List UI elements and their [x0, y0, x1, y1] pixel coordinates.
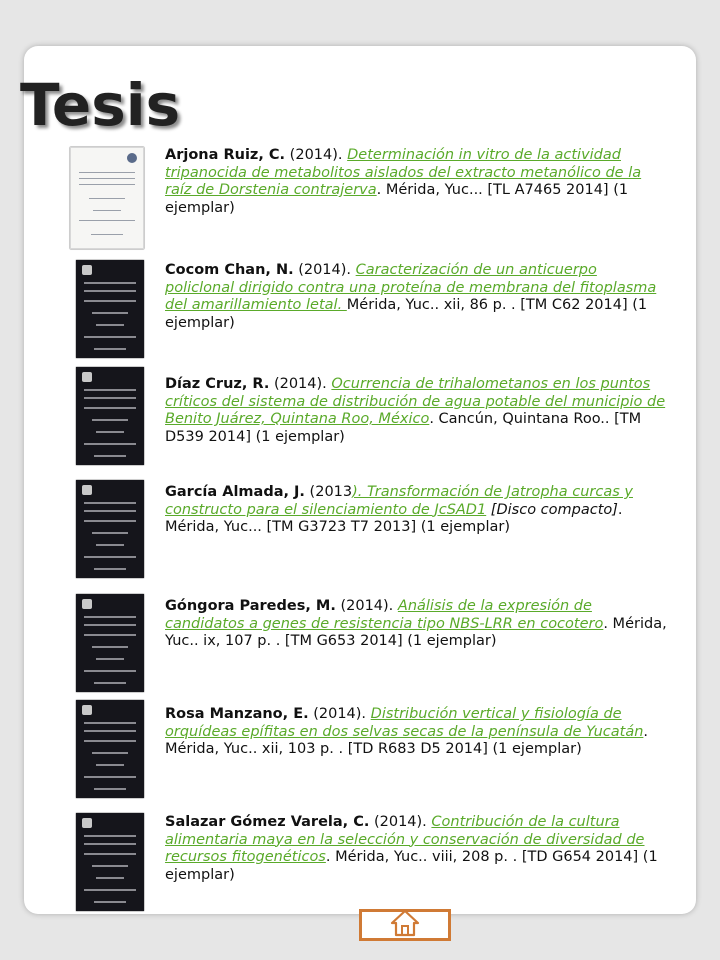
thesis-citation [165, 706, 670, 759]
thesis-author: Cocom Chan, N. [165, 262, 294, 278]
thesis-title-link[interactable]: Ocurrencia de trihalometanos en los puntos críticos del sistema de distribución de agua potable del municipio de Benito Juárez, Quintana Roo, México [165, 376, 666, 427]
thesis-author: Arjona Ruiz, C. [165, 147, 286, 163]
thesis-cover-thumbnail [76, 700, 144, 798]
home-icon [390, 909, 420, 941]
thesis-cover-thumbnail [76, 594, 144, 692]
thesis-cover-thumbnail [70, 147, 144, 249]
thesis-details: . Mérida, Yuc.. viii, 208 p. . [TD G654 2014] (1 ejemplar) [165, 849, 658, 883]
thesis-details: . Mérida, Yuc... [TM G3723 T7 2013] (1 ejemplar) [165, 501, 623, 535]
thesis-title-link[interactable]: Caracterización de un anticuerpo policlonal dirigido contra una proteína de membrana del fitoplasma del amarillamiento letal. [165, 262, 657, 313]
institution-logo [82, 705, 92, 715]
thesis-year: (2014). [293, 262, 356, 278]
institution-logo [82, 372, 92, 382]
thesis-citation [165, 814, 670, 884]
thesis-title-link[interactable]: Distribución vertical y fisiología de orquídeas epífitas en dos selvas secas de la península de Yucatán [165, 706, 644, 740]
thesis-details: Mérida, Yuc.. xii, 86 p. . [TM C62 2014] (1 ejemplar) [165, 297, 648, 331]
thesis-details: . Mérida, Yuc.. xii, 103 p. . [TD R683 D5 2014] (1 ejemplar) [165, 723, 649, 757]
thesis-title-link[interactable]: ). Transformación de Jatropha curcas y constructo para el silenciamiento de JcSAD1 [165, 484, 633, 518]
thesis-year: (2014). [285, 147, 348, 163]
thesis-medium: [Disco compacto] [486, 501, 618, 518]
page-title: Tesis [20, 71, 181, 139]
thesis-author: García Almada, J. [165, 484, 305, 500]
thesis-citation [165, 262, 670, 332]
thesis-year: (2014). [269, 376, 332, 392]
thesis-year: (2014). [369, 814, 432, 830]
thesis-author: Díaz Cruz, R. [165, 376, 270, 392]
thesis-year: (2013 [304, 484, 353, 500]
thesis-cover-thumbnail [76, 260, 144, 358]
thesis-author: Salazar Gómez Varela, C. [165, 814, 370, 830]
thesis-title-link[interactable]: Determinación in vitro de la actividad tripanocida de metabolitos aislados del extracto metanólico de la raíz de Dorstenia contrajerva [165, 147, 642, 198]
thesis-details: . Cancún, Quintana Roo.. [TM D539 2014] (1 ejemplar) [165, 411, 642, 445]
thesis-details: . Mérida, Yuc.. ix, 107 p. . [TM G653 2014] (1 ejemplar) [165, 615, 667, 649]
thesis-citation [165, 147, 670, 217]
thesis-author: Rosa Manzano, E. [165, 706, 309, 722]
institution-logo [127, 153, 137, 163]
institution-logo [82, 265, 92, 275]
institution-logo [82, 599, 92, 609]
institution-logo [82, 818, 92, 828]
home-button[interactable] [359, 909, 451, 941]
thesis-author: Góngora Paredes, M. [165, 598, 336, 614]
thesis-cover-thumbnail [76, 480, 144, 578]
thesis-cover-thumbnail [76, 367, 144, 465]
thesis-citation [165, 598, 670, 651]
thesis-citation [165, 484, 670, 537]
thesis-details: . Mérida, Yuc... [TL A7465 2014] (1 ejemplar) [165, 182, 629, 216]
institution-logo [82, 485, 92, 495]
thesis-cover-thumbnail [76, 813, 144, 911]
thesis-title-link[interactable]: Análisis de la expresión de candidatos a genes de resistencia tipo NBS-LRR en cocotero [165, 598, 604, 632]
thesis-year: (2014). [308, 706, 371, 722]
thesis-year: (2014). [335, 598, 398, 614]
thesis-title-link[interactable]: Contribución de la cultura alimentaria maya en la selección y conservación de diversidad de recursos fitogenéticos [165, 814, 645, 865]
thesis-citation [165, 376, 670, 446]
